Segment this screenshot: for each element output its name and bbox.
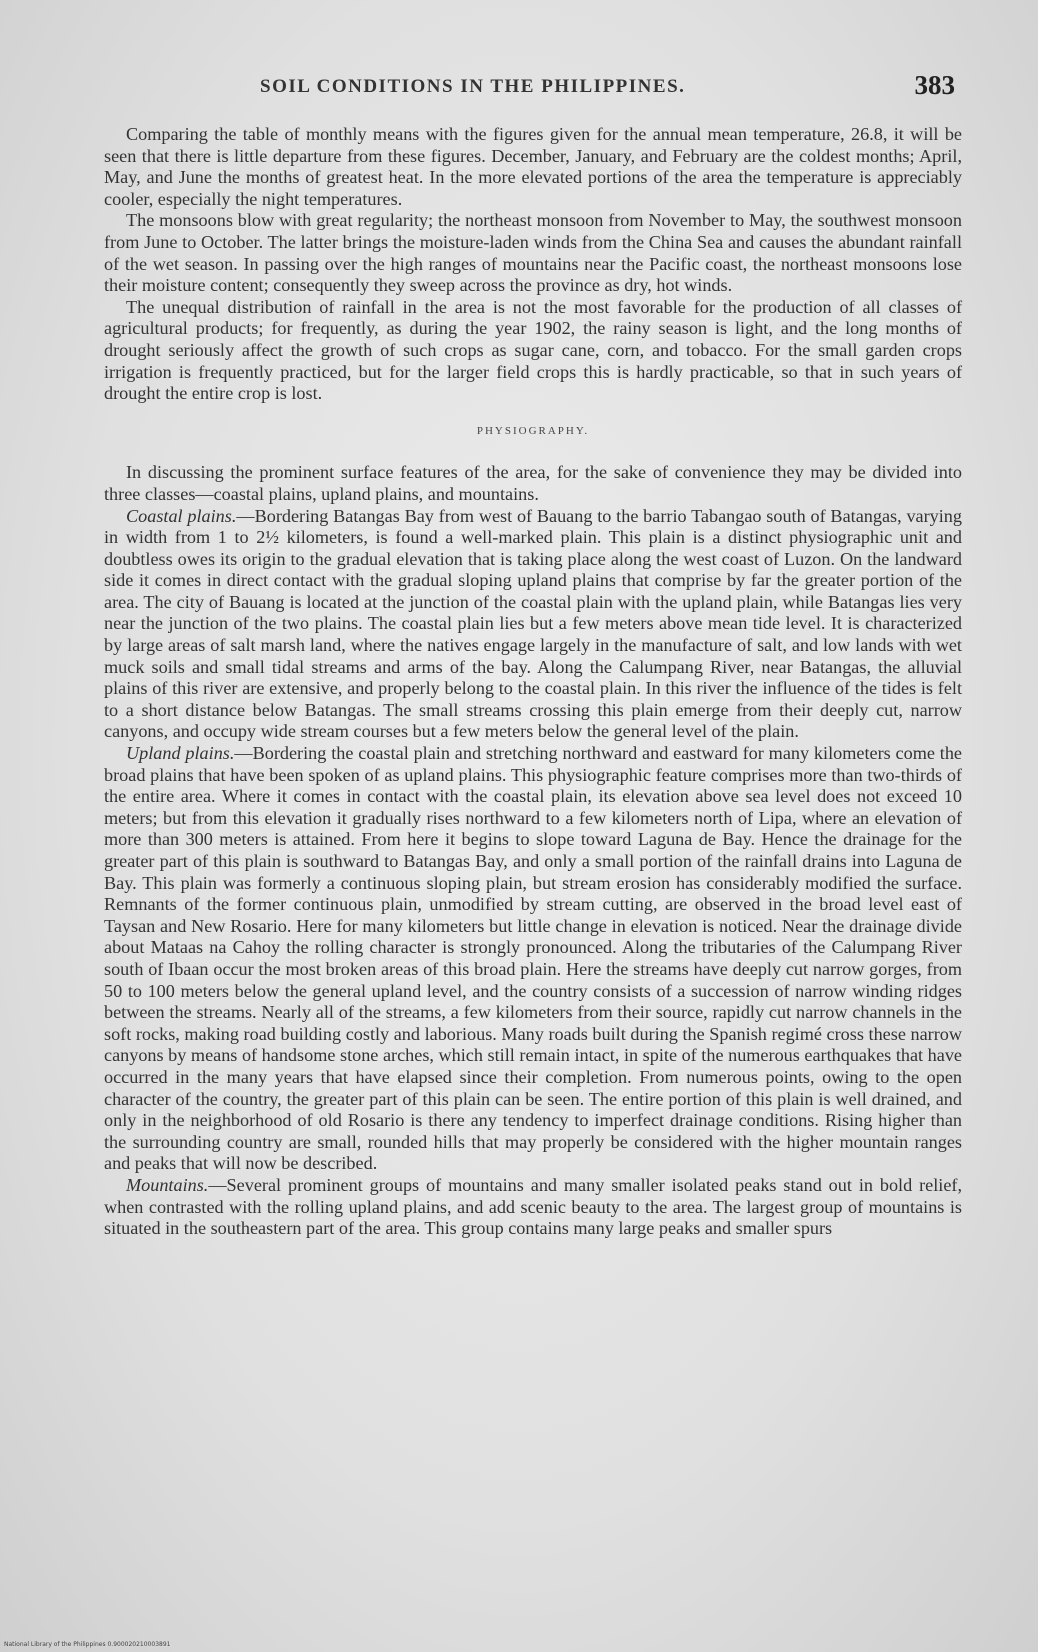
text-mountains: —Several prominent groups of mountains and many smaller isolated peaks stand out in bold relief, when contrasted with the rolling upland plains, and add scenic beauty to the area. The largest group of mountains is situated in the southeastern part of the area. This group contains many large peaks and smaller spurs [104, 1174, 962, 1239]
text-coastal-plains: —Bordering Batangas Bay from west of Bauang to the barrio Tabangao south of Batangas, varying in width from 1 to 2½ kilometers, is found a well-marked plain. This plain is a distinct physiographic unit and doubtless owes its origin to the gradual elevation that is taking place along the west coast of Luzon. On the landward side it comes in direct contact with the gradual sloping upland plains that comprise by far the greater portion of the area. The city of Bauang is located at the junction of the coastal plain with the upland plain, while Batangas lies very near the junction of the two plains. The coastal plain lies but a few meters above mean tide level. It is characterized by large areas of salt marsh land, where the natives engage largely in the manufacture of salt, and low lands with wet muck soils and small tidal streams and arms of the bay. Along the Calumpang River, near Batangas, the alluvial plains of this river are extensive, and properly belong to the coastal plain. In this river the influence of the tides is felt to a short distance below Batangas. The small streams crossing this plain emerge from their deeply cut, narrow canyons, and occupy wide stream courses but a few meters below the general level of the plain. [104, 505, 962, 742]
runin-mountains: Mountains. [126, 1174, 209, 1195]
paragraph-temperature: Comparing the table of monthly means with the figures given for the annual mean temperature, 26.8, it will be seen that there is little departure from these figures. December, January, and February are the coldest months; April, May, and June the months of greatest heat. In the more elevated portions of the area the temperature is appreciably cooler, especially the night temperatures. [104, 124, 962, 209]
paragraph-mountains [104, 1175, 962, 1240]
scan-credit: National Library of the Philippines 0.900020210003891 [4, 1641, 171, 1648]
running-header [110, 70, 955, 102]
paragraph-intro-physiography: In discussing the prominent surface features of the area, for the sake of convenience they may be divided into three classes—coastal plains, upland plains, and mountains. [104, 462, 962, 504]
paragraph-rainfall: The unequal distribution of rainfall in the area is not the most favorable for the production of all classes of agricultural products; for frequently, as during the year 1902, the rainy season is light, and the long months of drought seriously affect the growth of such crops as sugar cane, corn, and tobacco. For the small garden crops irrigation is frequently practiced, but for the larger field crops this is hardly practicable, so that in such years of drought the entire crop is lost. [104, 296, 962, 404]
text-upland-plains: —Bordering the coastal plain and stretching northward and eastward for many kilometers come the broad plains that have been spoken of as upland plains. This physiographic feature comprises more than two-thirds of the entire area. Where it comes in contact with the coastal plain, its elevation above sea level does not exceed 10 meters; but from this elevation it gradually rises northward to a few kilometers north of Lipa, where an elevation of more than 300 meters is attained. From here it begins to slope toward Laguna de Bay. Hence the drainage for the greater part of this plain is southward to Batangas Bay, and only a small portion of the rainfall drains into Laguna de Bay. This plain was formerly a continuous sloping plain, but stream erosion has considerably modified the surface. Remnants of the former continuous plain, unmodified by stream cutting, are observed in the broad level east of Taysan and New Rosario. Here for many kilometers but little change in elevation is noticed. Near the drainage divide about Mataas na Cahoy the rolling character is strongly pronounced. Along the tributaries of the Calumpang River south of Ibaan occur the most broken areas of this broad plain. Here the streams have deeply cut narrow gorges, from 50 to 100 meters below the general upland level, and the country consists of a succession of narrow winding ridges between the streams. Nearly all of the streams, a few kilometers from their source, rapidly cut narrow channels in the soft rocks, making road building costly and laborious. Many roads built during the Spanish regimé cross these narrow canyons by means of handsome stone arches, which still remain intact, in spite of the numerous earthquakes that have occurred in the many years that have elapsed since their completion. From numerous points, owing to the open character of the country, the greater part of this plain can be seen. The entire portion of this plain is well drained, and only in the neighborhood of old Rosario is there any tendency to imperfect drainage conditions. Rising higher than the surrounding country are small, rounded hills that may properly be considered with the higher mountain ranges and peaks that will now be described. [104, 743, 962, 1174]
body-text [104, 124, 962, 1240]
runin-coastal-plains: Coastal plains. [126, 505, 237, 526]
running-title: SOIL CONDITIONS IN THE PHILIPPINES. [260, 76, 686, 97]
paragraph-monsoons: The monsoons blow with great regularity; the northeast monsoon from November to May, the southwest monsoon from June to October. The latter brings the moisture-laden winds from the China Sea and causes the abundant rainfall of the wet season. In passing over the high ranges of mountains near the Pacific coast, the northeast monsoons lose their moisture content; consequently they sweep across the province as dry, hot winds. [104, 210, 962, 296]
section-heading-physiography: PHYSIOGRAPHY. [476, 424, 590, 437]
page-number: 383 [914, 70, 955, 100]
paragraph-coastal-plains [104, 506, 962, 744]
runin-upland-plains: Upland plains. [126, 743, 235, 764]
paragraph-upland-plains [104, 743, 962, 1175]
